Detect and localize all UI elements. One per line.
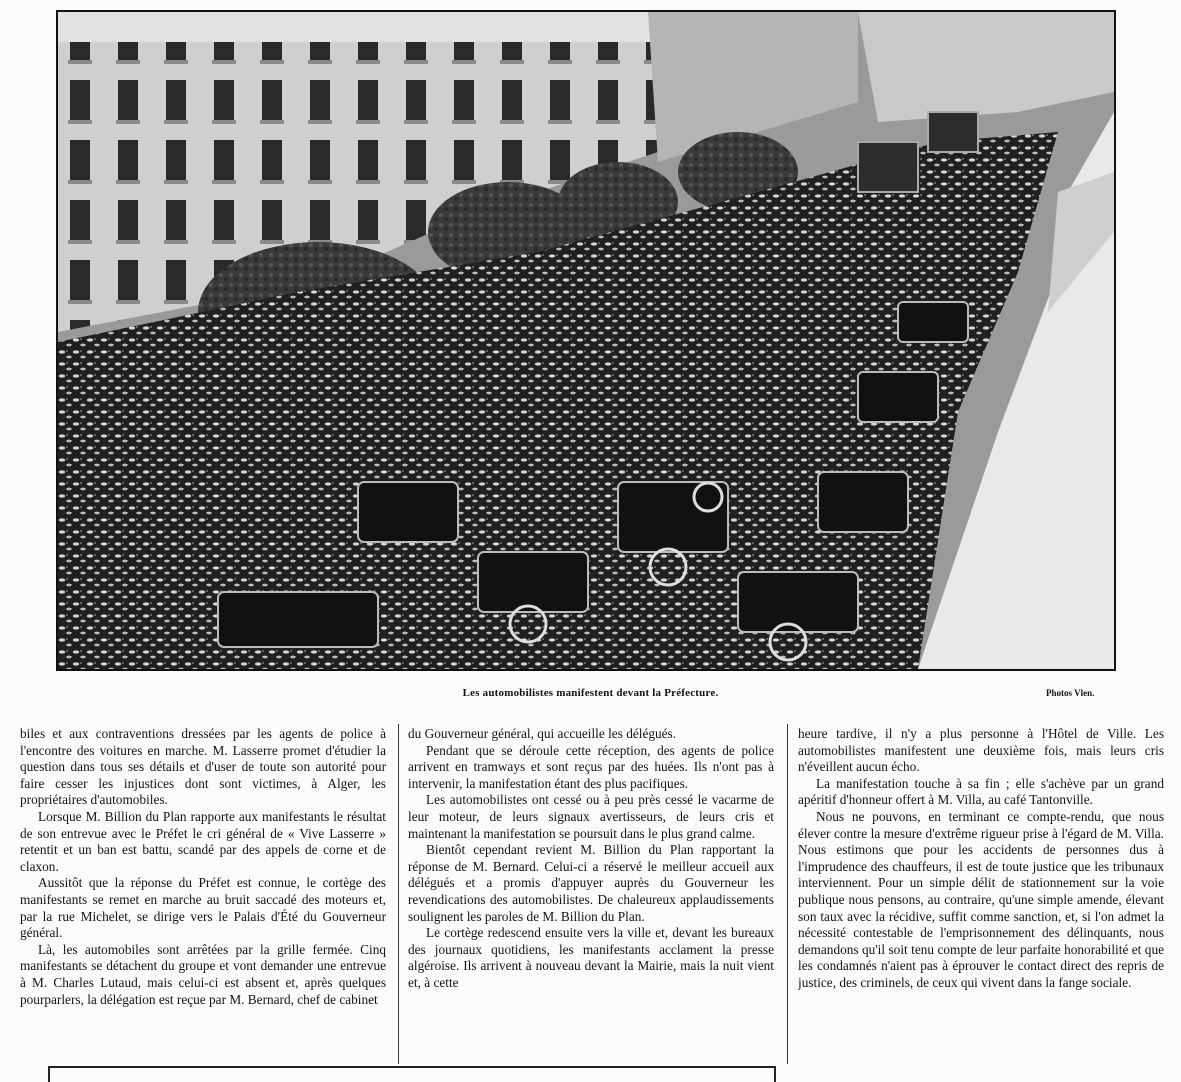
paragraph: Pendant que se déroule cette réception, des agents de police arrivent en tramways et sont reçus par des huées. Ils n'ont pas à intervenir, la manifestation étant des plus pacifiques.	[408, 742, 774, 791]
paragraph: La manifestation touche à sa fin ; elle s'achève par un grand apéritif d'honneur offert à M. Villa, au café Tantonville.	[798, 775, 1164, 808]
article-column-1	[20, 726, 386, 1064]
street-scene-image	[58, 12, 1114, 669]
paragraph: Les automobilistes ont cessé ou à peu près cessé le vacarme de leur moteur, de leurs signaux avertisseurs, de leurs cris et maintenant la manifestation se poursuit dans le plus grand calme.	[408, 792, 774, 841]
paragraph: Là, les automobiles sont arrêtées par la grille fermée. Cinq manifestants se détachent du groupe et vont demander une entrevue à M. Charles Lutaud, mais celui-ci est absent et, après quelques pourparlers, la délégation est reçue par M. Bernard, chef de cabinet	[20, 941, 386, 1007]
photo-credit: Photos Vlen.	[1046, 688, 1095, 698]
article-column-3	[798, 726, 1164, 1064]
column-divider	[398, 724, 399, 1064]
paragraph: du Gouverneur général, qui accueille les délégués.	[408, 726, 677, 741]
paragraph: Aussitôt que la réponse du Préfet est connue, le cortège des manifestants se remet en marche au bruit saccadé des moteurs et, par la rue Michelet, se dirige vers le Palais d'Été du Gouverneur général.	[20, 875, 386, 941]
next-article-frame	[48, 1066, 776, 1082]
paragraph: Bientôt cependant revient M. Billion du Plan rapportant la réponse de M. Bernard. Celui-ci a réservé le meilleur accueil aux délégués et a promis d'appuyer auprès du Gouverneur les revendications des automobilistes. De chaleureux applaudissements soulignent les paroles de M. Billion du Plan.	[408, 842, 774, 924]
article-column-2	[408, 726, 774, 1064]
paragraph: Lorsque M. Billion du Plan rapporte aux manifestants le résultat de son entrevue avec le Préfet le cri général de « Vive Lasserre » retentit et un ban est battu, scandé par des appels de corne et de claxon.	[20, 808, 386, 874]
paragraph: Nous ne pouvons, en terminant ce compte-rendu, que nous élever contre la mesure d'extrême rigueur prise à l'égard de M. Villa. Nous estimons que pour les accidents de personnes dus à l'imprudence des chauffeurs, il est de toute justice que les tribunaux interviennent. Pour un simple délit de stationnement sur la voie publique nous pensons, au contraire, qu'une simple amende, élevant son taux avec la récidive, suffit comme sanction, et, si l'on admet la nécessité contestable de l'emprisonnement des délinquants, nous demandons qu'il soit tenu compte de leur parfaite honorabilité et que les condamnés n'aient pas à éprouver le contact direct des repris de justice, des criminels, de ceux qui vivent dans la fange sociale.	[798, 808, 1164, 990]
paragraph: heure tardive, il n'y a plus personne à l'Hôtel de Ville. Les automobilistes manifestent une deuxième fois, mais leurs cris n'éveillent aucun écho.	[798, 726, 1164, 775]
photograph	[56, 10, 1116, 671]
photo-caption: Les automobilistes manifestent devant la Préfecture.	[462, 687, 719, 699]
paragraph: Le cortège redescend ensuite vers la ville et, devant les bureaux des journaux quotidiens, les manifestants acclament la presse algéroise. Ils arrivent à nouveau devant la Mairie, mais la nuit vient et, à cette	[408, 925, 774, 990]
paragraph: biles et aux contraventions dressées par les agents de police à l'encontre des voitures en marche. M. Lasserre promet d'étudier la question dans tous ses détails et d'user de toute son autorité pour faire cesser les injustices dont sont victimes, à Alger, les propriétaires d'automobiles.	[20, 726, 386, 808]
column-divider	[787, 724, 788, 1064]
